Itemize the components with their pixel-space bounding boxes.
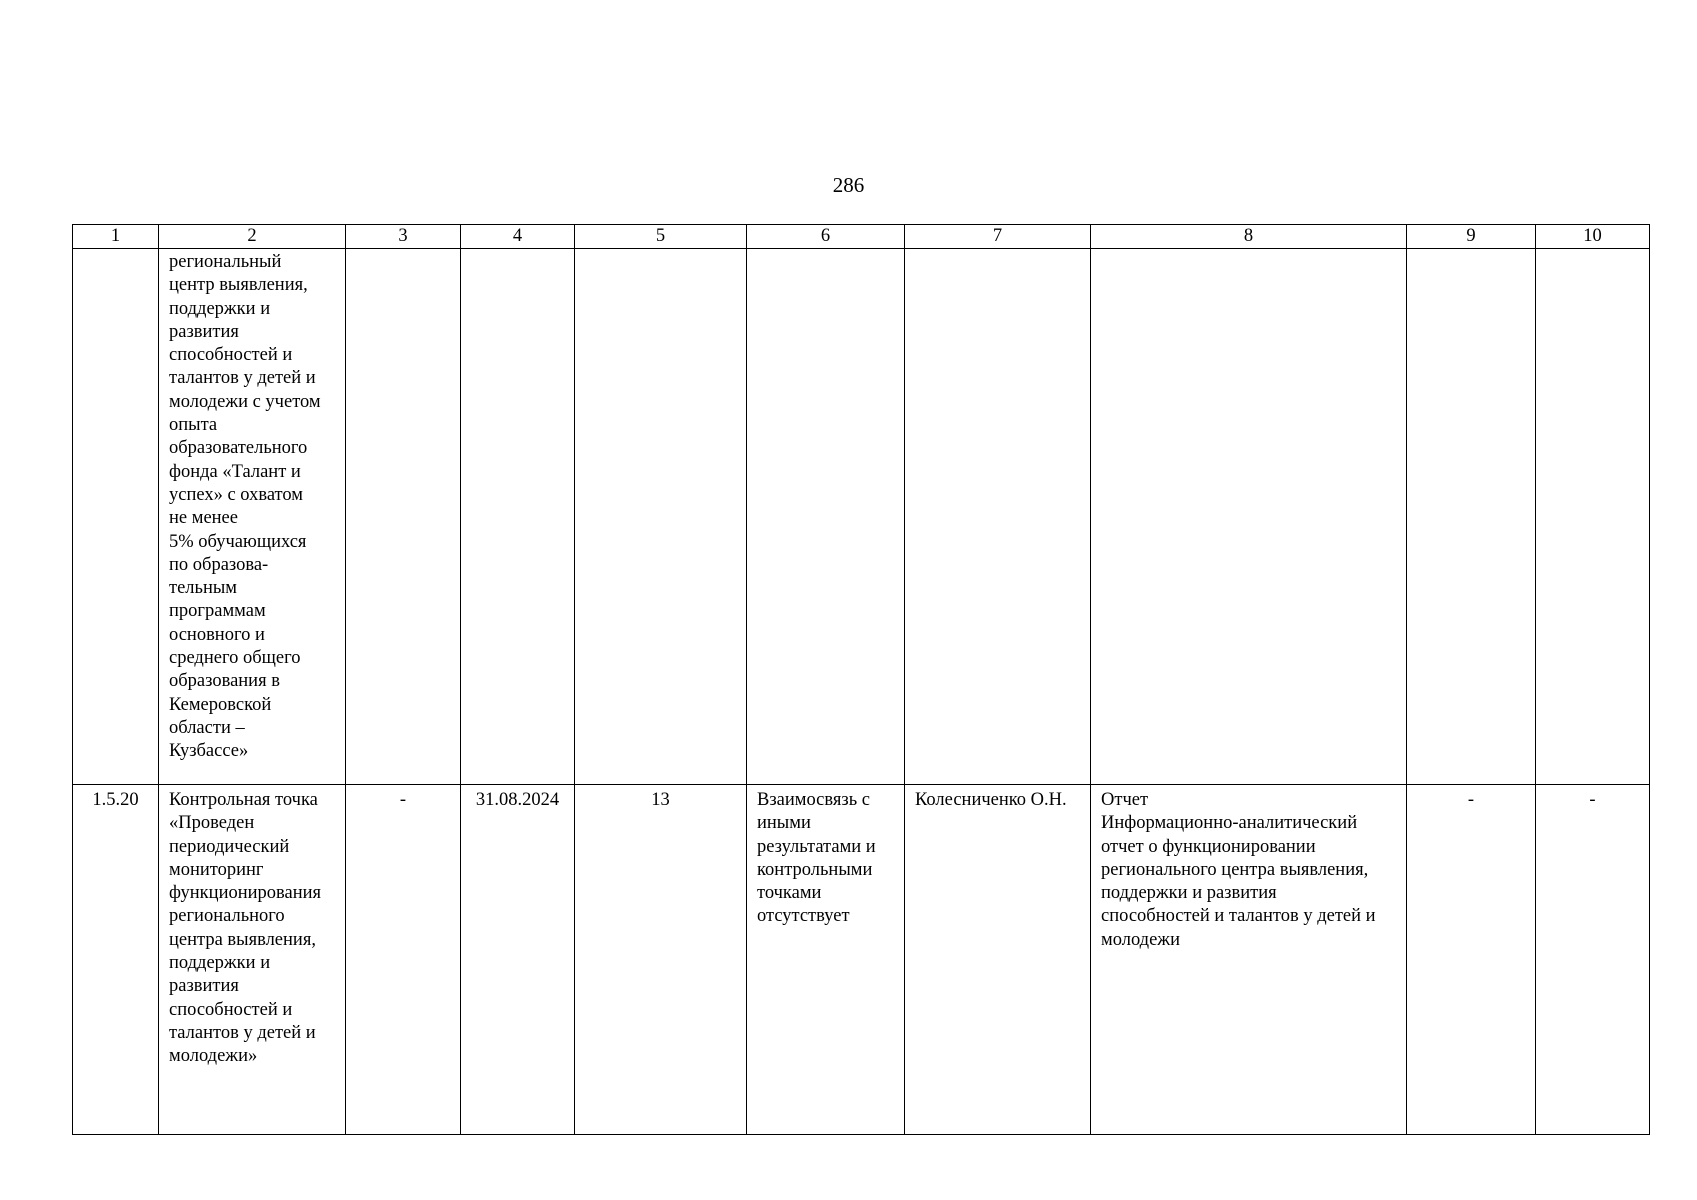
- table-cell: [575, 785, 747, 1135]
- cell-text: Взаимосвязь с иными результатами и контрольными точками отсутствует: [757, 790, 876, 927]
- table-cell: [159, 249, 346, 785]
- column-header: 7: [905, 225, 1091, 249]
- table-header-row: [73, 225, 1650, 249]
- table-cell: [1407, 785, 1536, 1135]
- table-cell: [461, 785, 575, 1135]
- table-row: [73, 249, 1650, 785]
- cell-text: -: [1589, 790, 1596, 810]
- column-header: 4: [461, 225, 575, 249]
- table-cell: [73, 785, 159, 1135]
- table-cell: [905, 249, 1091, 785]
- table-cell: [747, 249, 905, 785]
- column-header: 9: [1407, 225, 1536, 249]
- column-header: 6: [747, 225, 905, 249]
- column-header: 1: [73, 225, 159, 249]
- cell-text: региональный центр выявления, поддержки и развития способностей и талантов у детей и молодежи с учетом опыта образовательного фонда «Талант и успех» с охватом не менее 5% обучающихся по образова- тельным программам основного и среднего общего образования в Кемеровской области – Кузбассе»: [169, 252, 321, 762]
- cell-text: 13: [651, 790, 670, 810]
- cell-text: Отчет Информационно-аналитический отчет о функционировании регионального центра выявления, поддержки и развития способностей и талантов у детей и молодежи: [1101, 790, 1376, 950]
- row-number: 1.5.20: [92, 790, 139, 810]
- table-cell: [1536, 785, 1650, 1135]
- column-header: 10: [1536, 225, 1650, 249]
- table-cell: [1536, 249, 1650, 785]
- responsible-person: Колесниченко О.Н.: [915, 790, 1067, 810]
- column-header: 8: [1091, 225, 1407, 249]
- cell-text: -: [1467, 790, 1475, 810]
- page-number: 286: [832, 173, 865, 197]
- column-header: 2: [159, 225, 346, 249]
- table-cell: [905, 785, 1091, 1135]
- cell-text: -: [399, 790, 407, 810]
- table-cell: [73, 249, 159, 785]
- table-cell: [346, 785, 461, 1135]
- table-cell: [461, 249, 575, 785]
- due-date: 31.08.2024: [475, 790, 560, 810]
- column-header: 5: [575, 225, 747, 249]
- table-cell: [1091, 249, 1407, 785]
- table-cell: [1091, 785, 1407, 1135]
- column-header: 3: [346, 225, 461, 249]
- table-row: [73, 785, 1650, 1135]
- table-cell: [1407, 249, 1536, 785]
- table-cell: [346, 249, 461, 785]
- table-cell: [747, 785, 905, 1135]
- table-cell: [159, 785, 346, 1135]
- plan-table: [72, 224, 1650, 1135]
- cell-text: Контрольная точка «Проведен периодический мониторинг функционирования регионального центра выявления, поддержки и развития способностей и талантов у детей и молодежи»: [169, 790, 322, 1067]
- table-cell: [575, 249, 747, 785]
